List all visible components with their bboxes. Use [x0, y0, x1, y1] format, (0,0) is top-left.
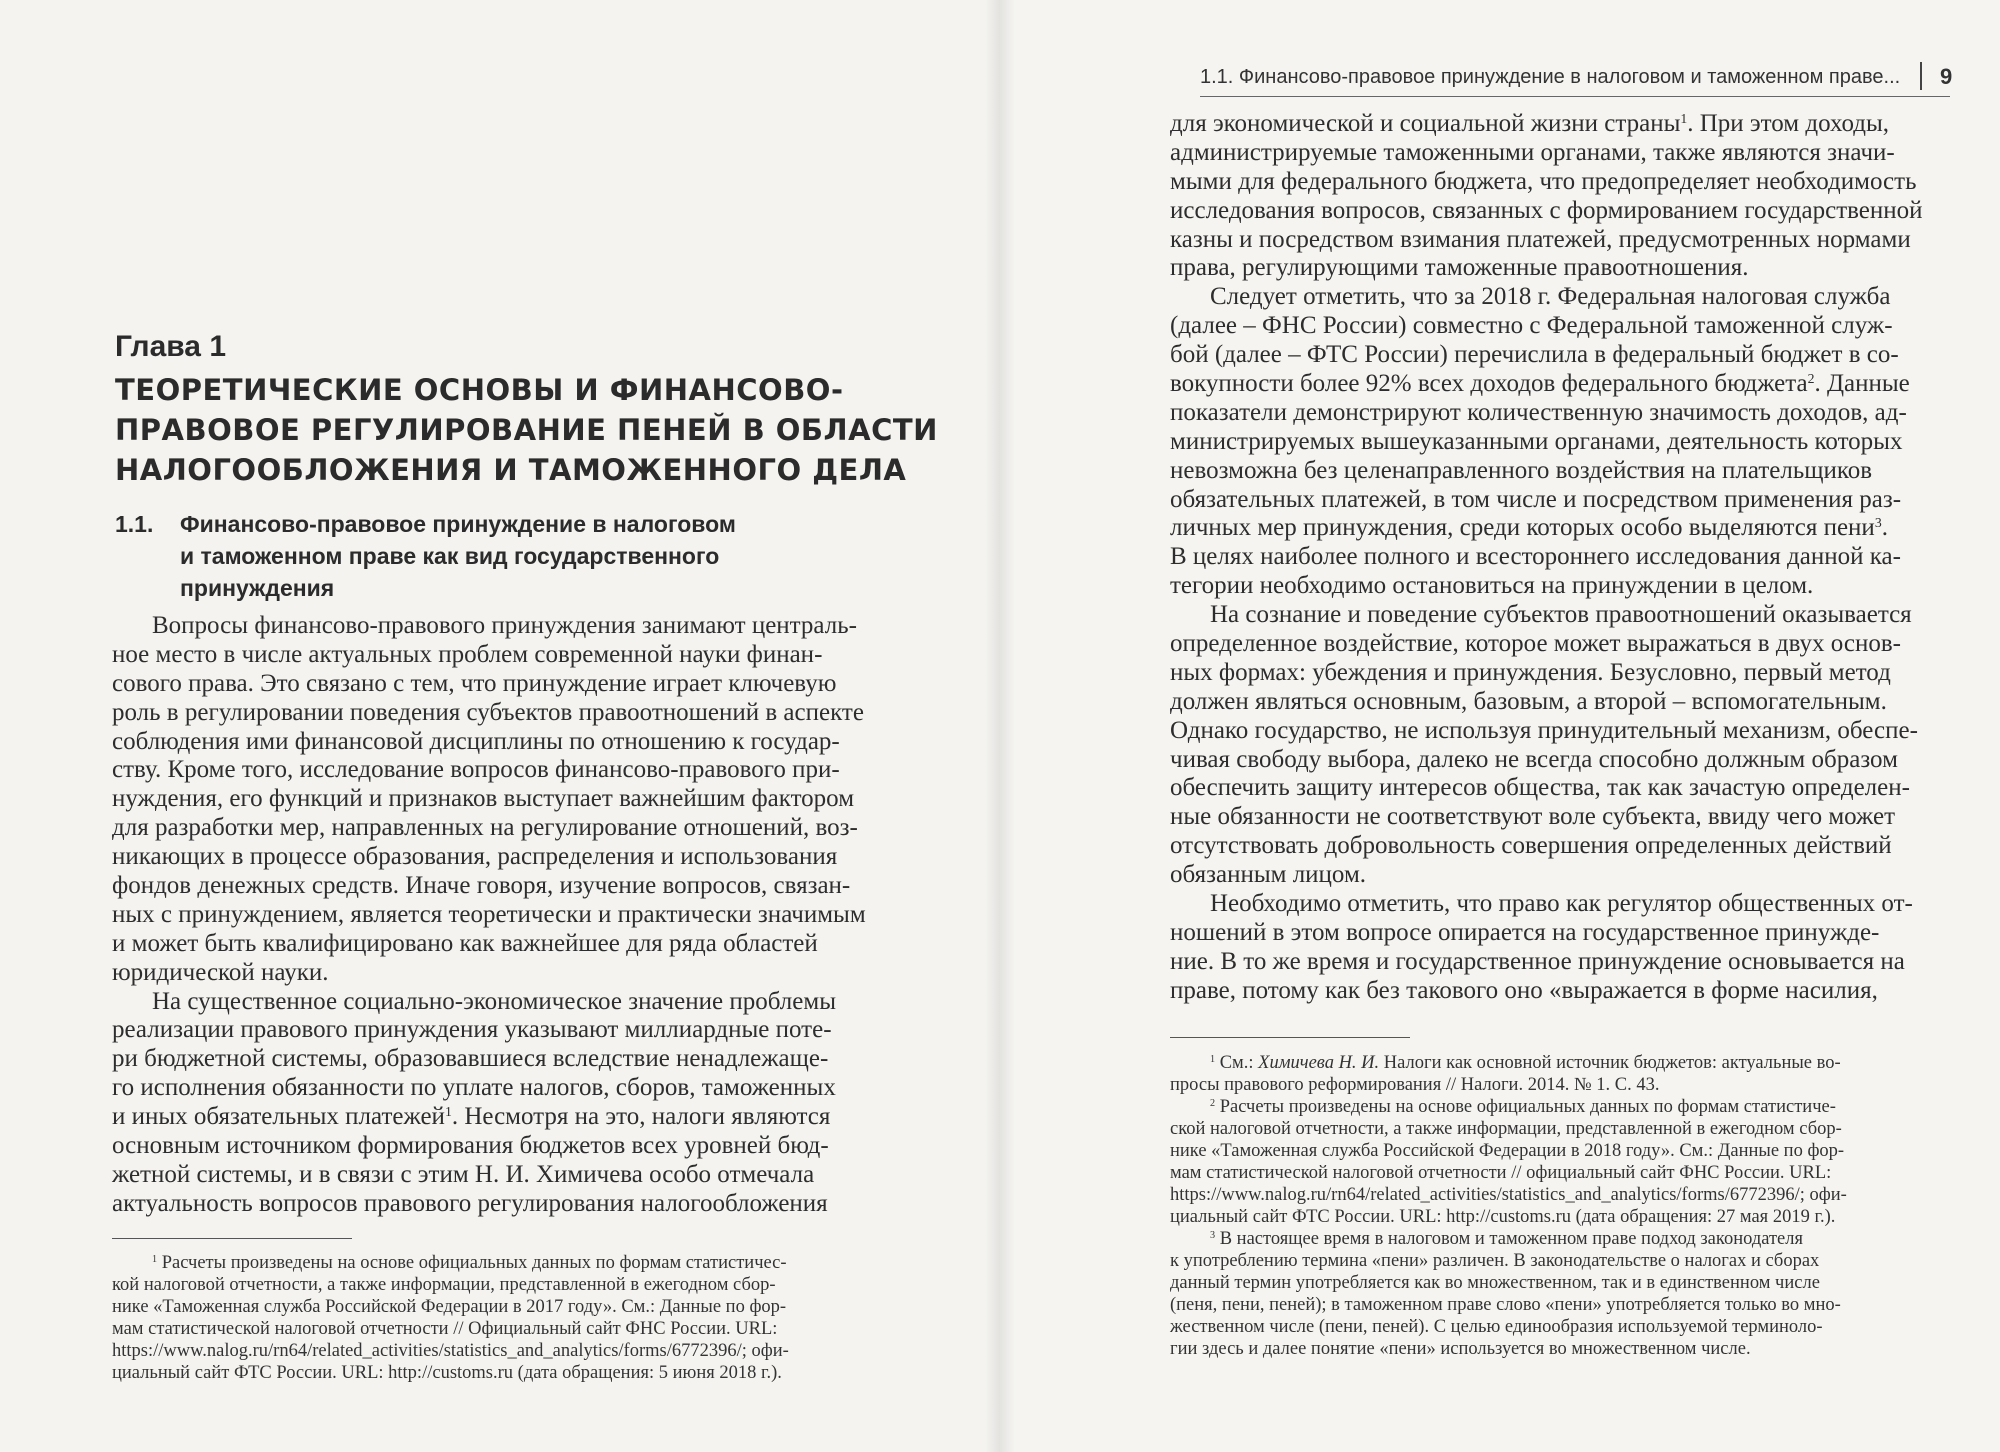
- left-body-text: [112, 612, 866, 1219]
- running-head-separator: [1920, 62, 1922, 90]
- text-line: мыми для федерального бюджета, что предопределяет необходимость: [1170, 167, 1917, 195]
- section-title-line: принуждения: [180, 575, 335, 601]
- footnote-line: нике «Таможенная служба Российской Федерации в 2018 году». См.: Данные по фор-: [1170, 1141, 1845, 1161]
- text-line: тегории необходимо остановиться на принуждении в целом.: [1170, 572, 1814, 600]
- footnote-ref[interactable]: 1: [444, 1103, 452, 1119]
- text-line: казны и посредством взимания платежей, предусмотренных нормами: [1170, 225, 1911, 253]
- text-segment: личных мер принуждения, среди которых особо выделяются пени: [1170, 514, 1875, 542]
- footnote-ref[interactable]: 3: [1874, 515, 1882, 531]
- footnote-line: [112, 1252, 862, 1274]
- footnote-line: нике «Таможенная служба Российской Федерации в 2017 году». См.: Данные по фор-: [112, 1297, 787, 1317]
- text-line: соблюдения ими финансовой дисциплины по отношению к государ-: [112, 727, 840, 755]
- text-line: ное место в числе актуальных проблем современной науки финан-: [112, 640, 823, 668]
- text-line: На существенное социально-экономическое значение проблемы: [152, 987, 836, 1015]
- page-number: 9: [1940, 64, 1953, 89]
- text-line: министрируемых вышеуказанными органами, деятельность которых: [1170, 427, 1903, 455]
- footnote-line: [1170, 1228, 1950, 1250]
- footnote-line: циальный сайт ФТС России. URL: http://customs.ru (дата обращения: 27 мая 2019 г.).: [1170, 1207, 1836, 1227]
- footnote-line: [1170, 1096, 1950, 1118]
- text-line: юридической науки.: [112, 958, 329, 986]
- footnote-line: циальный сайт ФТС России. URL: http://customs.ru (дата обращения: 5 июня 2018 г.).: [112, 1363, 782, 1383]
- right-footnotes: [1170, 1052, 1950, 1360]
- section-title-line: Финансово-правовое принуждение в налоговом: [180, 511, 736, 537]
- text-line: го исполнения обязанности по уплате налогов, сборов, таможенных: [112, 1074, 836, 1102]
- text-line: нуждения, его функций и признаков выступает важнейшим фактором: [112, 785, 855, 813]
- text-line: актуальность вопросов правового регулирования налогообложения: [112, 1189, 828, 1217]
- footnote-line: мам статистической налоговой отчетности // Официальный сайт ФНС России. URL:: [112, 1319, 778, 1339]
- text-segment: .: [1881, 514, 1888, 542]
- text-line: (далее – ФНС России) совместно с Федеральной таможенной служ-: [1170, 312, 1893, 340]
- running-head: [1200, 62, 1953, 98]
- footnote-mark: 1: [152, 1253, 158, 1265]
- running-head-rule: [1200, 96, 1950, 97]
- text-line-with-footnote: [1170, 514, 1950, 543]
- footnote-line: кой налоговой отчетности, а также информации, представленной в ежегодном сбор-: [112, 1275, 776, 1295]
- text-line: отсутствовать добровольность совершения определенных действий: [1170, 832, 1892, 860]
- footnote-divider: [112, 1238, 352, 1239]
- footnote-line: жественном числе (пени, пеней). С целью единообразия используемой терминоло-: [1170, 1317, 1823, 1337]
- text-line: обеспечить защиту интересов общества, так как зачастую определен-: [1170, 774, 1910, 802]
- section-number: 1.1.: [115, 511, 154, 537]
- text-line: администрируемые таможенными органами, также являются значи-: [1170, 138, 1895, 166]
- text-line: ные обязанности не соответствуют воле субъекта, ввиду чего может: [1170, 803, 1896, 831]
- text-line-with-footnote: [1170, 370, 1950, 399]
- text-line: для разработки мер, направленных на регулирование отношений, воз-: [112, 814, 858, 842]
- chapter-title: [115, 370, 938, 490]
- right-body-text: [1170, 110, 1950, 1006]
- text-line: ных с принуждением, является теоретически и практически значимым: [112, 900, 866, 928]
- text-line: праве, потому как без такового оно «выражается в форме насилия,: [1170, 976, 1878, 1004]
- text-segment: . Данные: [1814, 370, 1910, 398]
- footnote-ref[interactable]: 2: [1807, 370, 1815, 386]
- text-line: Следует отметить, что за 2018 г. Федеральная налоговая служба: [1210, 283, 1891, 311]
- footnote-text: См.:: [1219, 1053, 1259, 1073]
- text-line: обязательных платежей, в том числе и посредством применения раз-: [1170, 485, 1902, 513]
- right-page: [1000, 0, 2000, 1452]
- running-head-title: 1.1. Финансово-правовое принуждение в налоговом и таможенном праве...: [1200, 66, 1901, 88]
- text-segment: . При этом доходы,: [1687, 110, 1890, 137]
- footnote-line: мам статистической налоговой отчетности // официальный сайт ФНС России. URL:: [1170, 1163, 1832, 1183]
- footnote-line: к употреблению термина «пени» различен. В законодательстве о налогах и сборах: [1170, 1251, 1820, 1271]
- text-line: права, регулирующими таможенные правоотношения.: [1170, 254, 1749, 282]
- footnote-mark: 3: [1210, 1229, 1216, 1241]
- text-line: жетной системы, и в связи с этим Н. И. Химичева особо отмечала: [112, 1160, 815, 1188]
- text-line: показатели демонстрируют количественную значимость доходов, ад-: [1170, 398, 1907, 426]
- footnote-line: https://www.nalog.ru/rn64/related_activities/statistics_and_analytics/forms/6772396/; офи-: [1170, 1185, 1847, 1205]
- text-line: В целях наиболее полного и всестороннего исследования данной ка-: [1170, 543, 1901, 571]
- text-line: Однако государство, не используя принудительный механизм, обеспе-: [1170, 716, 1918, 744]
- text-line: На сознание и поведение субъектов правоотношений оказывается: [1210, 601, 1912, 629]
- text-line: невозможна без целенаправленного воздействия на плательщиков: [1170, 456, 1873, 484]
- footnote-text: Налоги как основной источник бюджетов: актуальные во-: [1379, 1053, 1841, 1073]
- text-segment: вокупности более 92% всех доходов федерального бюджета: [1170, 370, 1808, 398]
- footnote-mark: 2: [1210, 1097, 1216, 1109]
- text-line: обязанным лицом.: [1170, 861, 1367, 889]
- text-line-with-footnote: [112, 1103, 852, 1132]
- text-line: ных формах: убеждения и принуждения. Безусловно, первый метод: [1170, 658, 1891, 686]
- footnote-line: ской налоговой отчетности, а также информации, представленной в ежегодном сбор-: [1170, 1119, 1842, 1139]
- section-title-line: и таможенном праве как вид государственного: [180, 543, 720, 569]
- footnote-divider: [1170, 1037, 1410, 1038]
- chapter-label: Глава 1: [115, 330, 227, 363]
- text-line-with-footnote: [1170, 110, 1950, 139]
- footnote-line: данный термин употребляется как во множественном, так и в единственном числе: [1170, 1273, 1820, 1293]
- text-line: должен являться основным, базовым, а второй – вспомогательным.: [1170, 687, 1887, 715]
- footnote-text: Расчеты произведены на основе официальных данных по формам статистичес-: [161, 1253, 787, 1273]
- text-line: Необходимо отметить, что право как регулятор общественных от-: [1210, 890, 1913, 918]
- footnote-line: гии здесь и далее понятие «пени» используется во множественном числе.: [1170, 1339, 1751, 1359]
- text-segment: . Несмотря на это, налоги являются: [451, 1103, 831, 1131]
- text-segment: и иных обязательных платежей: [112, 1103, 445, 1131]
- book-gutter-shadow: [985, 0, 1015, 1452]
- text-line: определенное воздействие, которое может выражаться в двух основ-: [1170, 630, 1901, 658]
- text-line: ношений в этом вопросе опирается на государственное принужде-: [1170, 918, 1880, 946]
- text-line: и может быть квалифицировано как важнейшее для ряда областей: [112, 929, 818, 957]
- footnote-text: Расчеты произведены на основе официальных данных по формам статистиче-: [1219, 1097, 1836, 1117]
- footnote-author: Химичева Н. И.: [1258, 1053, 1380, 1073]
- footnote-text: В настоящее время в налоговом и таможенном праве подход законодателя: [1219, 1229, 1803, 1249]
- chapter-title-line: ТЕОРЕТИЧЕСКИЕ ОСНОВЫ И ФИНАНСОВО-: [115, 373, 844, 407]
- footnote-line: (пеня, пени, пеней); в таможенном праве слово «пени» употребляется только во мно-: [1170, 1295, 1841, 1315]
- text-line: фондов денежных средств. Иначе говоря, изучение вопросов, связан-: [112, 872, 851, 900]
- footnote-ref[interactable]: 1: [1680, 110, 1688, 126]
- text-line: ние. В то же время и государственное принуждение основывается на: [1170, 947, 1905, 975]
- text-line: никающих в процессе образования, распределения и использования: [112, 843, 838, 871]
- left-footnotes: [112, 1252, 862, 1384]
- chapter-title-line: НАЛОГООБЛОЖЕНИЯ И ТАМОЖЕННОГО ДЕЛА: [115, 453, 907, 487]
- footnote-line: [1170, 1052, 1950, 1074]
- text-line: ству. Кроме того, исследование вопросов финансово-правового при-: [112, 756, 840, 784]
- text-line: исследования вопросов, связанных с формированием государственной: [1170, 196, 1923, 224]
- text-line: Вопросы финансово-правового принуждения занимают централь-: [152, 612, 857, 639]
- text-segment: для экономической и социальной жизни страны: [1170, 110, 1681, 137]
- text-line: сового права. Это связано с тем, что принуждение играет ключевую: [112, 669, 837, 697]
- text-line: реализации правового принуждения указывают миллиардные поте-: [112, 1016, 832, 1044]
- footnote-mark: 1: [1210, 1053, 1216, 1065]
- text-line: роль в регулировании поведения субъектов правоотношений в аспекте: [112, 698, 864, 726]
- chapter-title-line: ПРАВОВОЕ РЕГУЛИРОВАНИЕ ПЕНЕЙ В ОБЛАСТИ: [115, 413, 938, 447]
- footnote-line: просы правового реформирования // Налоги. 2014. № 1. С. 43.: [1170, 1075, 1660, 1095]
- text-line: ри бюджетной системы, образовавшиеся вследствие ненадлежаще-: [112, 1045, 829, 1073]
- footnote-line: https://www.nalog.ru/rn64/related_activities/statistics_and_analytics/forms/6772396/; офи-: [112, 1341, 789, 1361]
- text-line: чивая свободу выбора, далеко не всегда способно должным образом: [1170, 745, 1898, 773]
- text-line: основным источником формирования бюджетов всех уровней бюд-: [112, 1132, 829, 1160]
- text-line: бой (далее – ФТС России) перечислила в федеральный бюджет в со-: [1170, 341, 1899, 369]
